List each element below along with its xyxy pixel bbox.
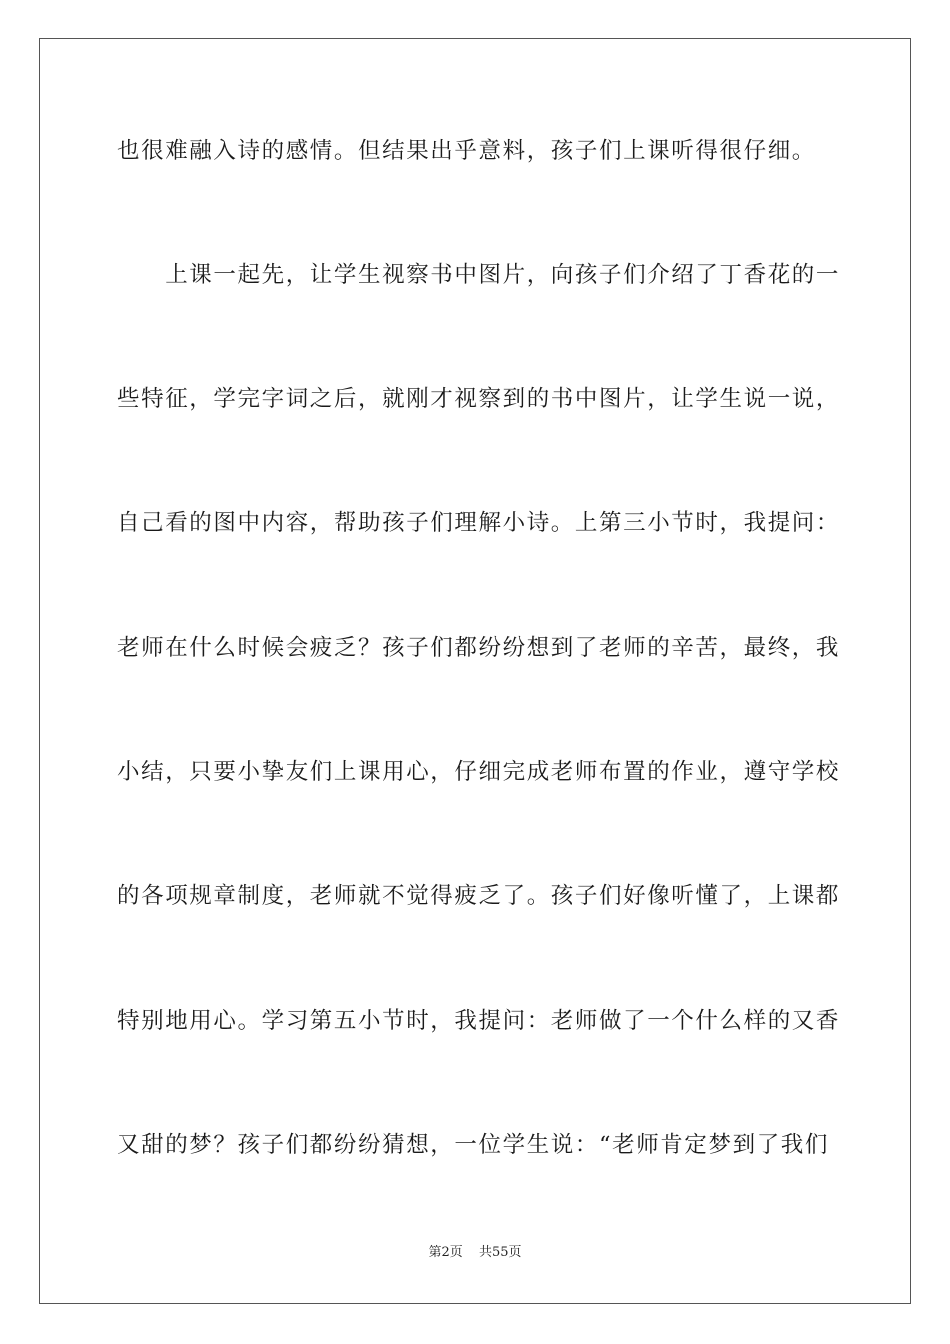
page-total: 共55页 bbox=[478, 1245, 522, 1260]
page-footer bbox=[0, 1244, 950, 1262]
text-line: 的各项规章制度，老师就不觉得疲乏了。孩子们好像听懂了，上课都 bbox=[117, 883, 841, 909]
text-line: 些特征，学完字词之后，就刚才视察到的书中图片，让学生说一说， bbox=[117, 386, 841, 412]
text-line: 特别地用心。学习第五小节时，我提问：老师做了一个什么样的又香 bbox=[117, 1008, 841, 1034]
page-border bbox=[39, 38, 911, 1304]
paragraph-start-line: 上课一起先，让学生视察书中图片，向孩子们介绍了丁香花的一 bbox=[117, 262, 841, 288]
text-line: 老师在什么时候会疲乏？孩子们都纷纷想到了老师的辛苦，最终，我 bbox=[117, 635, 841, 661]
text-line: 自己看的图中内容，帮助孩子们理解小诗。上第三小节时，我提问： bbox=[117, 510, 841, 536]
text-line: 小结，只要小挚友们上课用心，仔细完成老师布置的作业，遵守学校 bbox=[117, 759, 841, 785]
page-number: 第2页 bbox=[428, 1245, 463, 1260]
text-line: 也很难融入诗的感情。但结果出乎意料，孩子们上课听得很仔细。 bbox=[117, 138, 816, 164]
text-line: 又甜的梦？孩子们都纷纷猜想，一位学生说：“老师肯定梦到了我们 bbox=[117, 1132, 830, 1158]
